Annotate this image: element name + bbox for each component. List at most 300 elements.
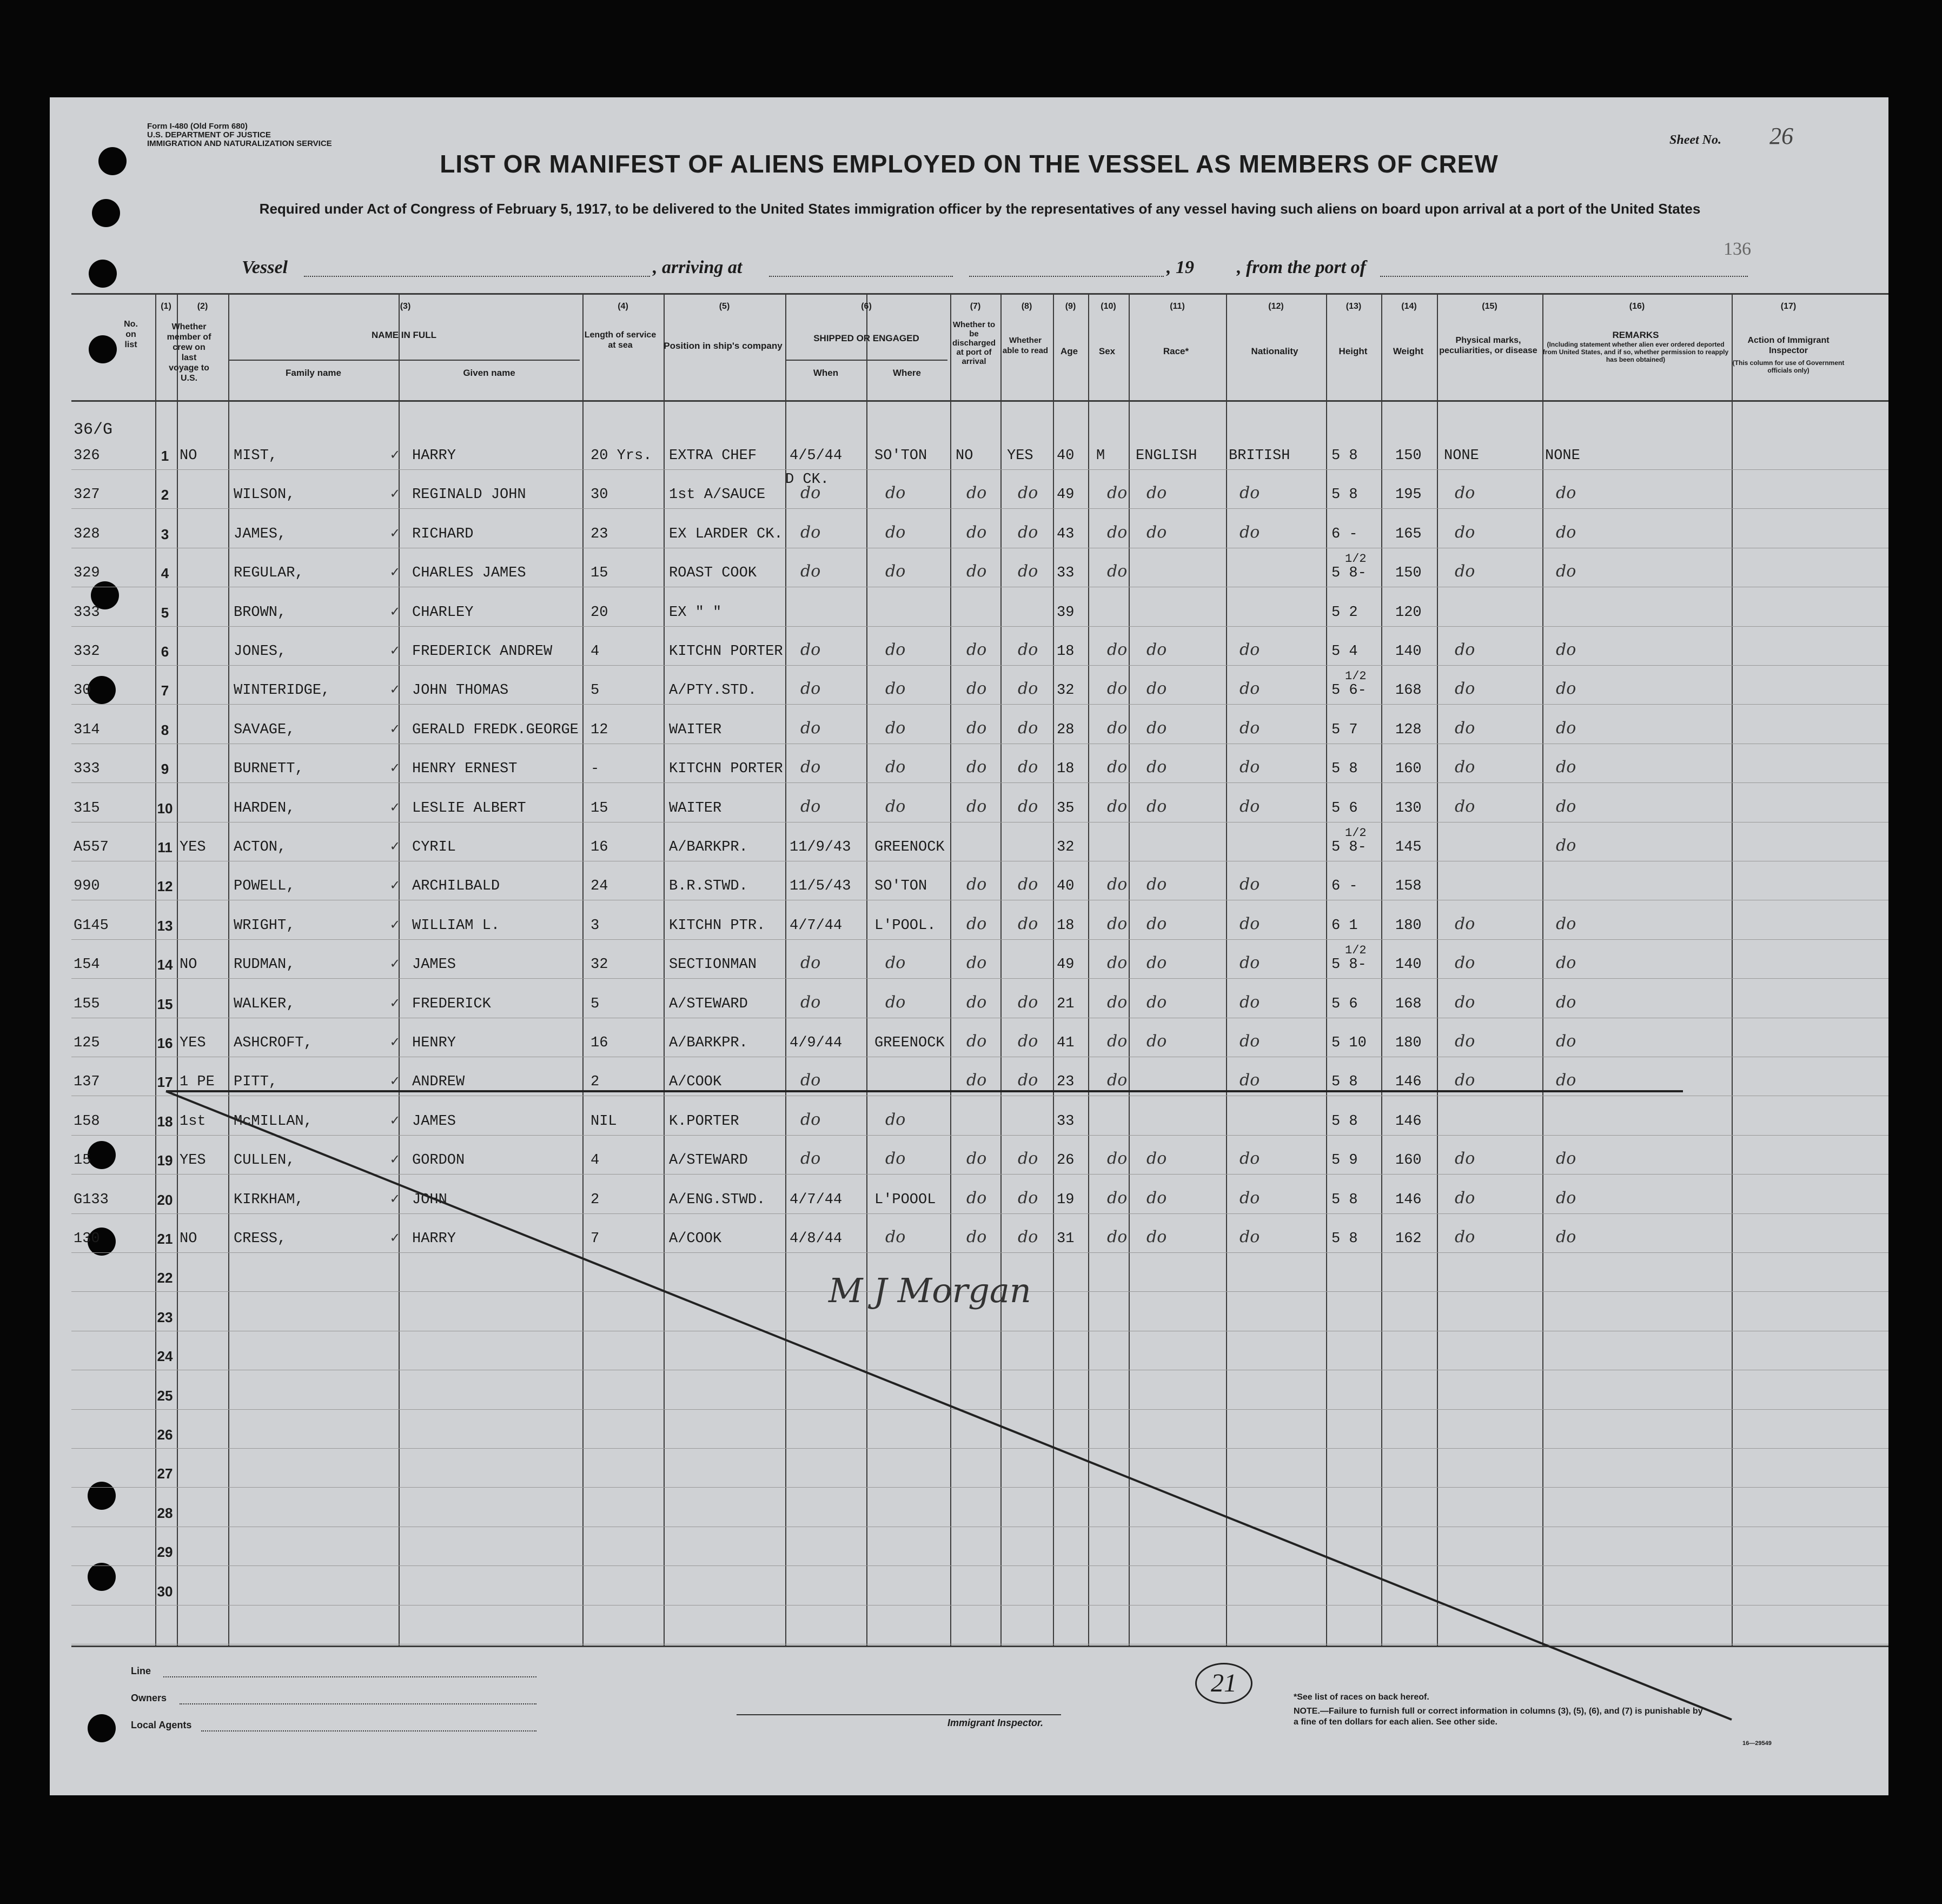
cell-weight: 158 bbox=[1395, 878, 1422, 895]
cell-where: do bbox=[885, 758, 906, 777]
column-number: (8) bbox=[1021, 302, 1032, 311]
cell-weight: 180 bbox=[1395, 917, 1422, 934]
footer-owners-label: Owners bbox=[131, 1693, 167, 1703]
cell-age: 41 bbox=[1057, 1035, 1075, 1051]
cell-height: 5 8 bbox=[1331, 1074, 1358, 1091]
footer-inspector-label: Immigrant Inspector. bbox=[947, 1717, 1044, 1728]
cell-service: - bbox=[591, 761, 600, 778]
cell-margin: 30 bbox=[74, 682, 91, 699]
cell-nat: do bbox=[1240, 483, 1260, 503]
cell-service: 3 bbox=[591, 917, 600, 934]
header-length-service: Length of service at sea bbox=[584, 330, 657, 350]
column-number: (7) bbox=[970, 302, 981, 311]
cell-weight: 168 bbox=[1395, 682, 1422, 699]
cell-disc: NO bbox=[956, 448, 973, 464]
cell-where: SO'TON bbox=[874, 448, 927, 464]
cell-age: 18 bbox=[1057, 917, 1075, 934]
cell-position: B.R.STWD. bbox=[669, 878, 748, 895]
cell-where: do bbox=[885, 483, 906, 503]
header-remarks: REMARKS bbox=[1612, 330, 1659, 340]
cell-service: 20 Yrs. bbox=[591, 448, 652, 464]
cell-margin: G145 bbox=[74, 917, 109, 934]
cell-age: 23 bbox=[1057, 1074, 1075, 1091]
cell-read: do bbox=[1018, 562, 1038, 581]
cell-family: POWELL, bbox=[234, 878, 295, 895]
cell-age: 31 bbox=[1057, 1231, 1075, 1247]
cell-no: 7 bbox=[161, 682, 169, 699]
cell-disc: do bbox=[966, 718, 987, 738]
cell-remarks: do bbox=[1556, 1149, 1576, 1169]
cell-disc: do bbox=[966, 758, 987, 777]
cell-remarks: do bbox=[1556, 797, 1576, 816]
cell-no: 2 bbox=[161, 487, 169, 503]
cell-weight: 180 bbox=[1395, 1035, 1422, 1051]
cell-remarks: do bbox=[1556, 679, 1576, 699]
cell-sex: do bbox=[1107, 679, 1128, 699]
cell-no: 3 bbox=[161, 526, 169, 542]
column-number: (12) bbox=[1268, 302, 1284, 311]
cell-service: 15 bbox=[591, 565, 608, 582]
page-circle-number: 21 bbox=[1195, 1663, 1252, 1704]
cell-read: do bbox=[1018, 1228, 1038, 1246]
cell-where: do bbox=[885, 522, 906, 542]
cell-height: 5 6 bbox=[1331, 800, 1358, 817]
header-where: Where bbox=[893, 368, 921, 378]
cell-read: do bbox=[1018, 1071, 1038, 1090]
cell-read: do bbox=[1018, 1032, 1038, 1051]
check-mark-icon: ✓ bbox=[390, 1113, 400, 1130]
cell-no: 14 bbox=[157, 957, 173, 973]
cell-sex: do bbox=[1107, 718, 1128, 738]
cell-sex: do bbox=[1107, 797, 1128, 816]
cell-nat: do bbox=[1240, 640, 1260, 659]
cell-race: do bbox=[1146, 640, 1167, 659]
cell-position: K.PORTER bbox=[669, 1113, 739, 1130]
cell-race: do bbox=[1146, 992, 1167, 1012]
cell-height: 5 8 bbox=[1331, 448, 1358, 464]
cell-weight: 140 bbox=[1395, 957, 1422, 973]
cell-marks: do bbox=[1455, 640, 1475, 659]
cell-service: 4 bbox=[591, 643, 600, 660]
cell-disc: do bbox=[966, 1032, 987, 1051]
cell-height: 5 8 bbox=[1331, 487, 1358, 503]
inspector-signature-line bbox=[737, 1714, 1061, 1715]
column-number: (17) bbox=[1780, 302, 1797, 311]
cell-disc: do bbox=[966, 1149, 987, 1169]
cell-nat: do bbox=[1240, 914, 1260, 933]
strike-through-lines bbox=[50, 97, 1888, 1795]
cell-nat: do bbox=[1240, 758, 1260, 777]
cell-read: do bbox=[1018, 1188, 1038, 1208]
cell-when: 4/5/44 bbox=[790, 448, 843, 464]
cell-height: 5 9 bbox=[1331, 1152, 1358, 1169]
cell-service: 20 bbox=[591, 604, 608, 621]
cell-marks: do bbox=[1455, 758, 1475, 777]
cell-nat: do bbox=[1240, 718, 1260, 738]
cell-where: GREENOCK bbox=[874, 1035, 945, 1051]
cell-read: do bbox=[1018, 758, 1038, 777]
cell-weight: 120 bbox=[1395, 604, 1422, 621]
cell-disc: do bbox=[966, 992, 987, 1012]
cell-height: 5 4 bbox=[1331, 643, 1358, 660]
cell-when: do bbox=[800, 679, 821, 699]
cell-age: 18 bbox=[1057, 643, 1075, 660]
cell-margin: 326 bbox=[74, 448, 100, 464]
cell-marks: do bbox=[1455, 953, 1475, 973]
cell-no: 17 bbox=[157, 1074, 173, 1091]
check-mark-icon: ✓ bbox=[390, 1074, 400, 1091]
cell-family: MIST, bbox=[234, 448, 278, 464]
cell-margin: G133 bbox=[74, 1191, 109, 1208]
cell-sex: do bbox=[1107, 1228, 1128, 1246]
check-mark-icon: ✓ bbox=[390, 917, 400, 934]
cell-margin: 333 bbox=[74, 761, 100, 778]
cell-disc: do bbox=[966, 679, 987, 699]
cell-given: JAMES bbox=[412, 1113, 456, 1130]
cell-height: 6 - bbox=[1331, 878, 1358, 895]
sheet-number-label: Sheet No. bbox=[1669, 133, 1721, 147]
cell-prev: NO bbox=[180, 957, 197, 973]
cell-sex: do bbox=[1107, 1149, 1128, 1169]
cell-service: 15 bbox=[591, 800, 608, 817]
cell-family: WALKER, bbox=[234, 996, 295, 1012]
header-height: Height bbox=[1338, 346, 1368, 356]
cell-no: 18 bbox=[157, 1113, 173, 1130]
cell-race: do bbox=[1146, 483, 1167, 503]
cell-margin: 125 bbox=[74, 1035, 100, 1051]
cell-where: GREENOCK bbox=[874, 839, 945, 855]
cell-position: WAITER bbox=[669, 800, 722, 817]
cell-position: A/STEWARD bbox=[669, 996, 748, 1012]
header-given-name: Given name bbox=[463, 368, 515, 378]
margin-note: 36/G bbox=[74, 421, 113, 439]
column-number: (3) bbox=[400, 302, 411, 311]
cell-family: BROWN, bbox=[234, 604, 287, 621]
cell-marks: do bbox=[1455, 679, 1475, 699]
cell-nat: do bbox=[1240, 522, 1260, 542]
cell-when: do bbox=[800, 1071, 821, 1090]
cell-remarks: do bbox=[1556, 1032, 1576, 1051]
cell-when: do bbox=[800, 797, 821, 816]
cell-where: L'POOL. bbox=[874, 917, 936, 934]
cell-sex: M bbox=[1096, 448, 1105, 464]
cell-prev: YES bbox=[180, 1152, 206, 1169]
cell-disc: do bbox=[966, 522, 987, 542]
cell-nat: do bbox=[1240, 797, 1260, 816]
cell-disc: do bbox=[966, 640, 987, 659]
cell-disc: do bbox=[966, 1188, 987, 1208]
cell-sex: do bbox=[1107, 1071, 1128, 1090]
cell-read: do bbox=[1018, 992, 1038, 1012]
cell-age: 40 bbox=[1057, 878, 1075, 895]
cell-service: 2 bbox=[591, 1074, 600, 1091]
vessel-label: Vessel bbox=[242, 257, 288, 277]
cell-race: do bbox=[1146, 1188, 1167, 1208]
cell-race: do bbox=[1146, 679, 1167, 699]
header-inspector-action: Action of Immigrant Inspector bbox=[1747, 336, 1830, 355]
cell-remarks: do bbox=[1556, 562, 1576, 581]
cell-position: SECTIONMAN bbox=[669, 957, 757, 973]
cell-age: 18 bbox=[1057, 761, 1075, 778]
cell-family: PITT, bbox=[234, 1074, 278, 1091]
cell-height: 6 - bbox=[1331, 526, 1358, 542]
check-mark-icon: ✓ bbox=[390, 1191, 400, 1208]
cell-remarks: NONE bbox=[1545, 448, 1580, 464]
page-title: LIST OR MANIFEST OF ALIENS EMPLOYED ON THE VESSEL AS MEMBERS OF CREW bbox=[440, 150, 1499, 178]
cell-sex: do bbox=[1107, 562, 1128, 581]
cell-weight: 165 bbox=[1395, 526, 1422, 542]
cell-sex: do bbox=[1107, 914, 1128, 933]
cell-nat: do bbox=[1240, 1032, 1260, 1051]
cell-weight: 128 bbox=[1395, 721, 1422, 738]
cell-when: do bbox=[800, 992, 821, 1012]
header-when: When bbox=[813, 368, 839, 378]
cell-read: do bbox=[1018, 679, 1038, 699]
cell-no: 15 bbox=[157, 996, 173, 1012]
cell-marks: NONE bbox=[1444, 448, 1479, 464]
cell-given: GORDON bbox=[412, 1152, 465, 1169]
header-no-on-list: No. on list bbox=[124, 320, 138, 349]
cell-remarks: do bbox=[1556, 953, 1576, 973]
cell-no: 21 bbox=[157, 1231, 173, 1247]
empty-row-number: 25 bbox=[157, 1387, 173, 1404]
cell-age: 35 bbox=[1057, 800, 1075, 817]
cell-service: 2 bbox=[591, 1191, 600, 1208]
form-identifier: Form I-480 (Old Form 680) U.S. DEPARTMENT OF JUSTICE IMMIGRATION AND NATURALIZATION SERVICE bbox=[147, 122, 332, 148]
cell-prev: 1 PE bbox=[180, 1074, 215, 1091]
cell-family: JAMES, bbox=[234, 526, 287, 542]
cell-age: 43 bbox=[1057, 526, 1075, 542]
column-number: (6) bbox=[861, 302, 872, 311]
cell-remarks: do bbox=[1556, 483, 1576, 503]
cell-where: L'POOOL bbox=[874, 1191, 936, 1208]
sheet-number-value: 26 bbox=[1769, 123, 1793, 149]
cell-age: 39 bbox=[1057, 604, 1075, 621]
cell-sex: do bbox=[1107, 875, 1128, 894]
cell-margin: 329 bbox=[74, 565, 100, 582]
cell-height: 5 8- bbox=[1331, 565, 1367, 582]
cell-nat: do bbox=[1240, 1228, 1260, 1246]
cell-when: do bbox=[800, 1110, 821, 1129]
cell-marks: do bbox=[1455, 1032, 1475, 1051]
empty-row-number: 22 bbox=[157, 1270, 173, 1286]
cell-no: 16 bbox=[157, 1035, 173, 1051]
cell-age: 21 bbox=[1057, 996, 1075, 1012]
cell-when: 11/5/43 bbox=[790, 878, 851, 895]
cell-disc: do bbox=[966, 562, 987, 581]
cell-service: 5 bbox=[591, 996, 600, 1012]
header-name-in-full: NAME IN FULL bbox=[372, 330, 436, 340]
cell-remarks: do bbox=[1556, 758, 1576, 777]
cell-remarks: do bbox=[1556, 718, 1576, 738]
cell-read: do bbox=[1018, 718, 1038, 738]
cell-service: 24 bbox=[591, 878, 608, 895]
cell-race: do bbox=[1146, 718, 1167, 738]
cell-given: HARRY bbox=[412, 1231, 456, 1247]
cell-given: JOHN bbox=[412, 1191, 447, 1208]
cell-position: A/BARKPR. bbox=[669, 1035, 748, 1051]
header-discharged: Whether to be discharged at port of arrival bbox=[952, 320, 996, 366]
cell-position: WAITER bbox=[669, 721, 722, 738]
cell-marks: do bbox=[1455, 522, 1475, 542]
cell-service: 23 bbox=[591, 526, 608, 542]
cell-given: ARCHILBALD bbox=[412, 878, 500, 895]
cell-read: do bbox=[1018, 640, 1038, 659]
cell-weight: 140 bbox=[1395, 643, 1422, 660]
cell-where: do bbox=[885, 1149, 906, 1169]
cell-service: 5 bbox=[591, 682, 600, 699]
cell-no: 4 bbox=[161, 565, 169, 582]
cell-height-fraction: 1/2 bbox=[1345, 944, 1367, 958]
cell-no: 8 bbox=[161, 721, 169, 738]
cell-race: do bbox=[1146, 1032, 1167, 1051]
empty-row-number: 26 bbox=[157, 1427, 173, 1443]
cell-margin: 990 bbox=[74, 878, 100, 895]
check-mark-icon: ✓ bbox=[390, 487, 400, 503]
cell-age: 28 bbox=[1057, 721, 1075, 738]
cell-weight: 195 bbox=[1395, 487, 1422, 503]
cell-position: EXTRA CHEF bbox=[669, 448, 757, 464]
check-mark-icon: ✓ bbox=[390, 957, 400, 973]
cell-marks: do bbox=[1455, 914, 1475, 933]
cell-family: REGULAR, bbox=[234, 565, 304, 582]
cell-service: 32 bbox=[591, 957, 608, 973]
check-mark-icon: ✓ bbox=[390, 1231, 400, 1247]
column-number: (11) bbox=[1170, 302, 1185, 311]
cell-family: WILSON, bbox=[234, 487, 295, 503]
cell-margin: A557 bbox=[74, 839, 109, 855]
cell-disc: do bbox=[966, 914, 987, 933]
cell-disc: do bbox=[966, 1071, 987, 1090]
footer-agents-field bbox=[201, 1730, 536, 1731]
cell-when: do bbox=[800, 758, 821, 777]
check-mark-icon: ✓ bbox=[390, 761, 400, 778]
cell-weight: 130 bbox=[1395, 800, 1422, 817]
cell-marks: do bbox=[1455, 1188, 1475, 1208]
cell-margin: 15 bbox=[74, 1152, 91, 1169]
cell-weight: 162 bbox=[1395, 1231, 1422, 1247]
cell-margin: 154 bbox=[74, 957, 100, 973]
cell-when: 11/9/43 bbox=[790, 839, 851, 855]
footer-penalty-note: NOTE.—Failure to furnish full or correct information in columns (3), (5), (6), and (7) is punishable by a fine of ten dollars for each alien. See other side. bbox=[1294, 1707, 1703, 1727]
cell-service: 16 bbox=[591, 1035, 608, 1051]
cell-read: do bbox=[1018, 483, 1038, 503]
header-age: Age bbox=[1060, 346, 1078, 356]
cell-marks: do bbox=[1455, 1071, 1475, 1090]
cell-race: do bbox=[1146, 914, 1167, 933]
cell-prev: YES bbox=[180, 839, 206, 855]
header-weight: Weight bbox=[1393, 346, 1424, 356]
cell-where: do bbox=[885, 1228, 906, 1246]
header-sex: Sex bbox=[1098, 346, 1116, 356]
cell-nat: do bbox=[1240, 1149, 1260, 1169]
cell-where: do bbox=[885, 992, 906, 1012]
cell-height: 5 8 bbox=[1331, 1231, 1358, 1247]
cell-sex: do bbox=[1107, 483, 1128, 503]
cell-age: 33 bbox=[1057, 565, 1075, 582]
cell-when: do bbox=[800, 953, 821, 973]
cell-remarks: do bbox=[1556, 1228, 1576, 1246]
cell-given: JAMES bbox=[412, 957, 456, 973]
cell-weight: 146 bbox=[1395, 1191, 1422, 1208]
header-nationality: Nationality bbox=[1251, 346, 1298, 356]
cell-sex: do bbox=[1107, 522, 1128, 542]
cell-marks: do bbox=[1455, 718, 1475, 738]
cell-position: EX LARDER CK. bbox=[669, 526, 783, 542]
cell-remarks: do bbox=[1556, 1188, 1576, 1208]
cell-read: YES bbox=[1007, 448, 1033, 464]
cell-weight: 168 bbox=[1395, 996, 1422, 1012]
cell-height: 5 10 bbox=[1331, 1035, 1367, 1051]
cell-where: do bbox=[885, 1110, 906, 1129]
cell-when: 4/9/44 bbox=[790, 1035, 843, 1051]
check-mark-icon: ✓ bbox=[390, 448, 400, 464]
cell-disc: do bbox=[966, 953, 987, 973]
check-mark-icon: ✓ bbox=[390, 682, 400, 699]
cell-nat: do bbox=[1240, 1188, 1260, 1208]
cell-position: A/COOK bbox=[669, 1231, 722, 1247]
cell-disc: do bbox=[966, 797, 987, 816]
column-number: (10) bbox=[1101, 302, 1116, 311]
cell-sex: do bbox=[1107, 640, 1128, 659]
check-mark-icon: ✓ bbox=[390, 878, 400, 895]
year-label: , 19 bbox=[1166, 257, 1194, 277]
cell-marks: do bbox=[1455, 1149, 1475, 1169]
cell-height: 5 8 bbox=[1331, 1113, 1358, 1130]
cell-remarks: do bbox=[1556, 992, 1576, 1012]
header-last-voyage: Whether member of crew on last voyage to U.S. bbox=[167, 322, 211, 383]
cell-sex: do bbox=[1107, 1188, 1128, 1208]
cell-height: 5 8- bbox=[1331, 839, 1367, 855]
cell-position: A/ENG.STWD. bbox=[669, 1191, 766, 1208]
cell-read: do bbox=[1018, 522, 1038, 542]
cell-given: CYRIL bbox=[412, 839, 456, 855]
header-family-name: Family name bbox=[286, 368, 341, 378]
cell-age: 32 bbox=[1057, 682, 1075, 699]
cell-height-fraction: 1/2 bbox=[1345, 552, 1367, 566]
cell-position: A/COOK bbox=[669, 1074, 722, 1091]
footer-races-note: *See list of races on back hereof. bbox=[1294, 1693, 1429, 1702]
cell-disc: do bbox=[966, 875, 987, 894]
cell-given: HENRY bbox=[412, 1035, 456, 1051]
cell-given: JOHN THOMAS bbox=[412, 682, 509, 699]
cell-no: 13 bbox=[157, 917, 173, 934]
cell-when: 4/7/44 bbox=[790, 1191, 843, 1208]
stamp-number: 136 bbox=[1724, 239, 1751, 259]
cell-where: do bbox=[885, 679, 906, 699]
check-mark-icon: ✓ bbox=[390, 1152, 400, 1169]
empty-row-number: 30 bbox=[157, 1583, 173, 1600]
cell-weight: 160 bbox=[1395, 761, 1422, 778]
cell-given: RICHARD bbox=[412, 526, 474, 542]
cell-margin: 315 bbox=[74, 800, 100, 817]
cell-height: 5 7 bbox=[1331, 721, 1358, 738]
empty-row-number: 27 bbox=[157, 1465, 173, 1482]
cell-position: ROAST COOK bbox=[669, 565, 757, 582]
cell-race: do bbox=[1146, 1228, 1167, 1246]
cell-height: 5 8 bbox=[1331, 761, 1358, 778]
check-mark-icon: ✓ bbox=[390, 1035, 400, 1051]
handwritten-signature: M J Morgan bbox=[829, 1271, 1031, 1310]
cell-margin: 314 bbox=[74, 721, 100, 738]
cell-race: do bbox=[1146, 875, 1167, 894]
cell-read: do bbox=[1018, 1149, 1038, 1169]
cell-sex: do bbox=[1107, 1032, 1128, 1051]
cell-remarks: do bbox=[1556, 640, 1576, 659]
cell-given: LESLIE ALBERT bbox=[412, 800, 526, 817]
cell-read: do bbox=[1018, 914, 1038, 933]
cell-family: BURNETT, bbox=[234, 761, 304, 778]
